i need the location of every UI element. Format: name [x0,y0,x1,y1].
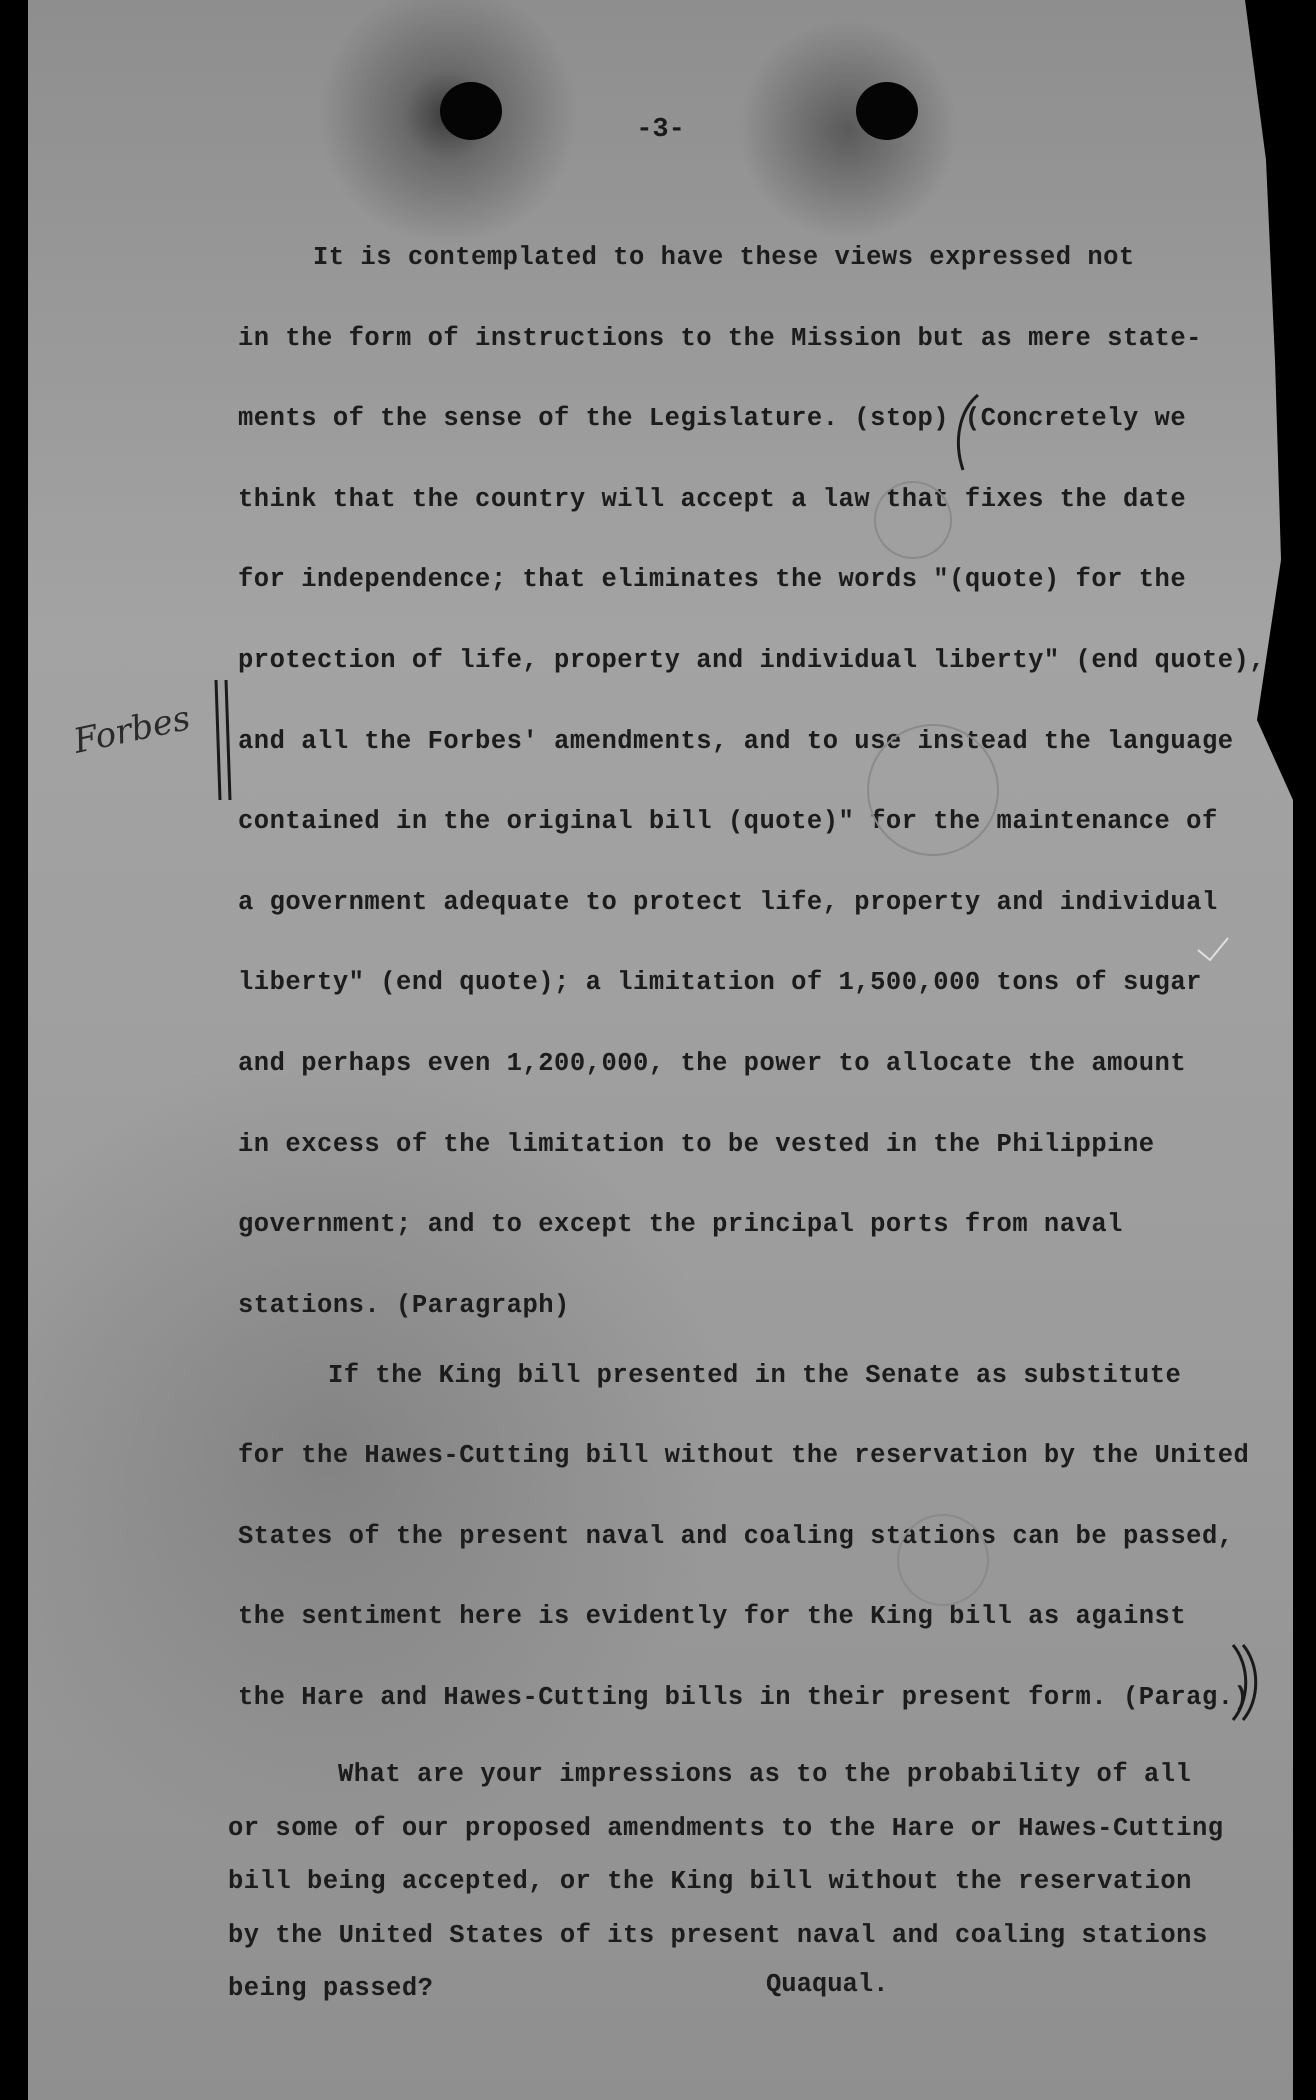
text-line: government; and to except the principal ports from naval [238,1210,1123,1240]
signature: Quaqual. [766,1970,889,1999]
paragraph-3 [228,1748,1224,2016]
text-line: the Hare and Hawes-Cutting bills in their present form. (Parag.) [238,1682,1250,1712]
text-line: What are your impressions as to the probability of all [338,1760,1192,1789]
text-line: liberty" (end quote); a limitation of 1,500,000 tons of sugar [238,968,1202,998]
text-line: If the King bill presented in the Senate as substitute [328,1361,1182,1390]
text-line: States of the present naval and coaling stations can be passed, [238,1521,1234,1551]
paragraph-2 [238,1336,1249,1738]
double-bar-mark [216,680,220,800]
text-line: and perhaps even 1,200,000, the power to allocate the amount [238,1048,1187,1078]
text-line: for the Hawes-Cutting bill without the reservation by the United [238,1441,1250,1471]
paragraph-1 [238,218,1265,1346]
text-line: in excess of the limitation to be vested in the Philippine [238,1129,1155,1159]
text-line: think that the country will accept a law that fixes the date [238,484,1187,514]
text-line: contained in the original bill (quote)" for the maintenance of [238,807,1218,837]
text-line: or some of our proposed amendments to the Hare or Hawes-Cutting [228,1813,1224,1843]
text-line: bill being accepted, or the King bill without the reservation [228,1867,1192,1896]
double-bar-mark [226,680,230,800]
handwritten-margin-note: Forbes [70,698,194,762]
text-line: by the United States of its present naval and coaling stations [228,1920,1208,1950]
text-line: protection of life, property and individual liberty" (end quote), [238,645,1266,675]
text-line: in the form of instructions to the Mission but as mere state- [238,323,1202,353]
text-line: the sentiment here is evidently for the King bill as against [238,1602,1187,1632]
text-line: and all the Forbes' amendments, and to use instead the language [238,726,1234,756]
scanned-page [28,0,1293,2100]
text-line: a government adequate to protect life, property and individual [238,887,1218,917]
text-line: for independence; that eliminates the words "(quote) for the [238,565,1187,595]
text-line: ments of the sense of the Legislature. (stop) (Concretely we [238,404,1187,434]
page-number: -3- [636,115,685,145]
text-line: being passed? [228,1974,434,2003]
text-line: stations. (Paragraph) [238,1290,570,1320]
text-line: It is contemplated to have these views expressed not [313,243,1135,272]
